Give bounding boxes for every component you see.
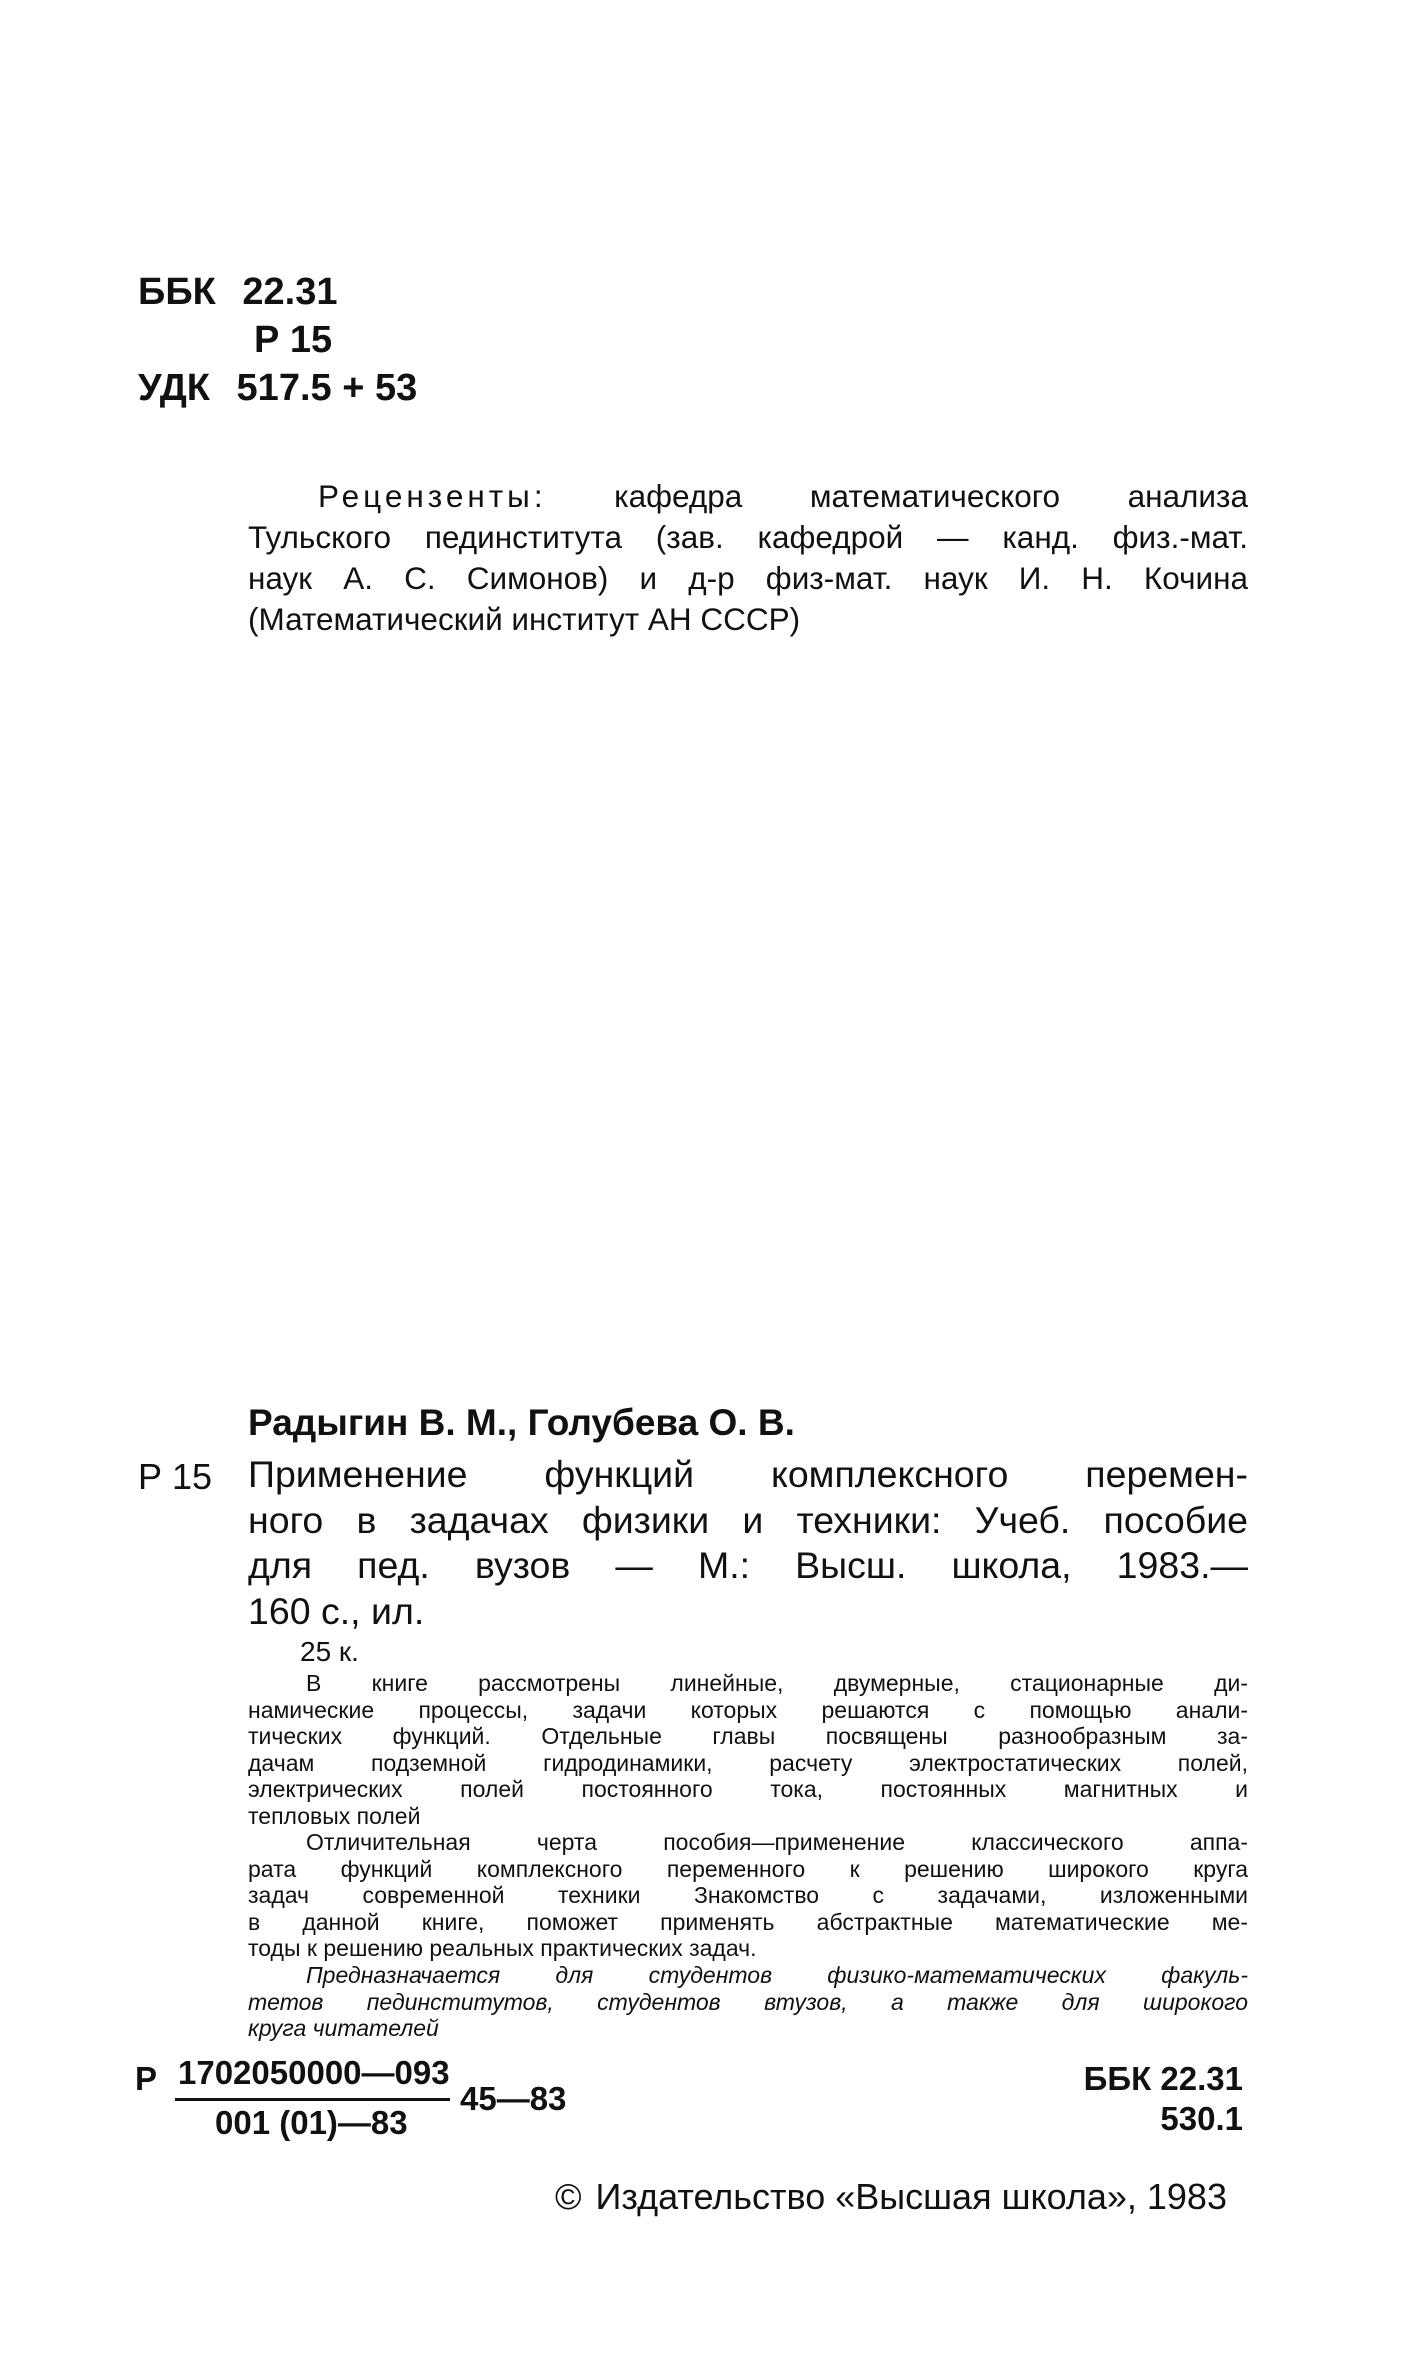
reviewers-line-3: наук А. С. Симонов) и д-р физ-мат. наук И. Н. Кочина	[248, 560, 1248, 596]
bbk-value: 22.31	[242, 271, 338, 313]
copyright-line	[555, 2175, 1227, 2219]
title-line-4: 160 с., ил.	[248, 1589, 425, 1632]
title-line-2: ного в задачах физики и техники: Учеб. пособие	[248, 1498, 1248, 1541]
code-letter: Р	[135, 2060, 158, 2097]
code-numerator: 1702050000—093	[178, 2054, 450, 2091]
reviewers-line-4: (Математический институт АН СССР)	[248, 601, 801, 637]
udk-label: УДК	[138, 367, 210, 409]
fraction-bar	[175, 2098, 450, 2101]
annotation-paragraph-2: Отличительная черта пособия—применение классического аппа- рата функций комплексного переменного к решению широкого круга задач современной техники Знакомство с задачами, изложенными в данной книге, поможет применять абстрактные математические ме- тоды к решению реальных практических задач.	[248, 1829, 1248, 1961]
udk-value: 517.5 + 53	[236, 367, 418, 409]
bbk-label: ББК	[138, 271, 216, 313]
annotation-paragraph-3: Предназначается для студентов физико-математических факуль- тетов пединститутов, студентов втузов, а также для широкого круга читателей	[248, 1962, 1248, 2041]
reviewers-line-1: Рецензенты: кафедра математического анализа	[318, 478, 1248, 514]
copyright-icon: ©	[555, 2176, 582, 2217]
book-title-block	[248, 1452, 1248, 1634]
code-denominator: 001 (01)—83	[215, 2104, 408, 2141]
authors: Радыгин В. М., Голубева О. В.	[248, 1402, 795, 1443]
code-suffix: 45—83	[460, 2080, 567, 2117]
reviewers-block	[248, 476, 1248, 640]
bbk-bottom-line-1: ББК 22.31	[1083, 2060, 1243, 2097]
price: 25 к.	[300, 1636, 359, 1667]
copyright-text: Издательство «Высшая школа», 1983	[595, 2176, 1227, 2217]
author-mark: Р 15	[254, 319, 333, 361]
catalog-cipher: Р 15	[138, 1456, 213, 1497]
title-line-1: Применение функций комплексного перемен-	[248, 1453, 1248, 1495]
bbk-code-line	[138, 268, 337, 316]
bbk-bottom-line-2: 530.1	[1160, 2100, 1243, 2137]
title-line-3: для пед. вузов — М.: Высш. школа, 1983.—	[248, 1544, 1248, 1586]
reviewers-label: Рецензенты:	[318, 478, 547, 514]
udk-code-line	[138, 364, 417, 412]
reviewers-line-2: Тульского пединститута (зав. кафедрой — канд. физ.-мат.	[248, 519, 1248, 555]
annotation-paragraph-1: В книге рассмотрены линейные, двумерные, стационарные ди- намические процессы, задачи которых решаются с помощью анали- тических функций. Отдельные главы посвящены разнообразным за- дачам подземной гидродинамики, расчету электростатических полей, электрических полей постоянного тока, постоянных магнитных и тепловых полей	[248, 1670, 1248, 1829]
